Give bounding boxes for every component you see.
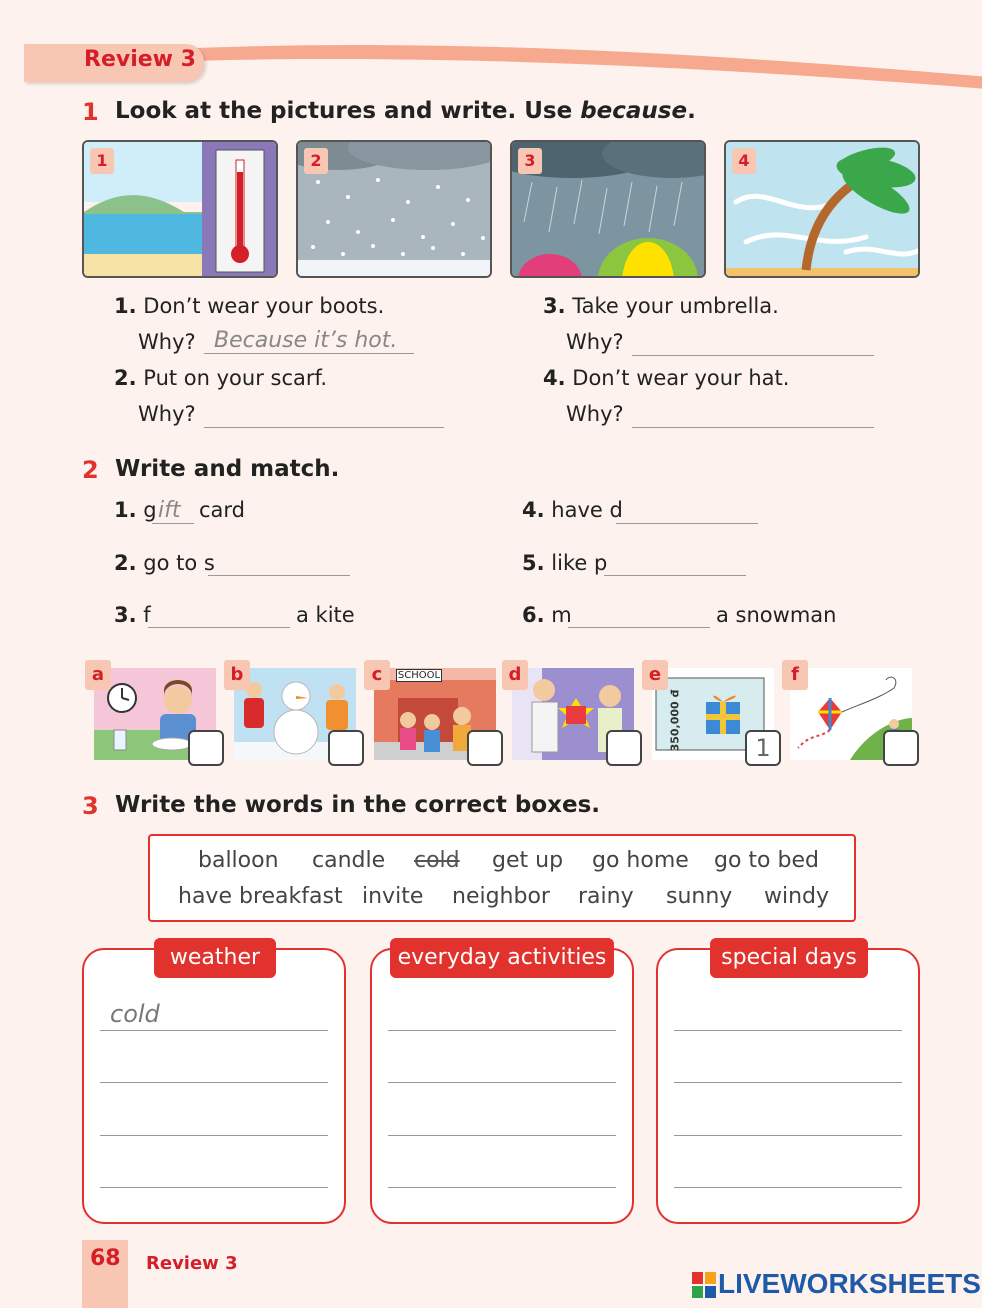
word-cold-crossed: cold (414, 848, 460, 873)
answer-line[interactable] (388, 1082, 616, 1083)
picture-3-rain (510, 140, 706, 278)
match-box-f[interactable] (883, 730, 919, 766)
ex2-item-4: 4. have d (522, 498, 623, 522)
ex1-item-4-why: Why? (566, 402, 624, 426)
answer-line[interactable] (388, 1187, 616, 1188)
word-candle: candle (312, 848, 386, 873)
picture-4-windy (724, 140, 920, 278)
answer-line[interactable] (100, 1135, 328, 1136)
ex2-answer-2-field[interactable] (208, 550, 350, 576)
category-box-special-days (656, 948, 920, 1224)
ex2-item-3: 3. f (114, 603, 151, 627)
answer-line[interactable] (674, 1187, 902, 1188)
match-box-d[interactable] (606, 730, 642, 766)
liveworksheets-logo[interactable]: LIVEWORKSHEETS (718, 1268, 981, 1299)
picture-number: 3 (518, 148, 542, 174)
page-number: 68 (90, 1246, 121, 1271)
match-box-b[interactable] (328, 730, 364, 766)
school-sign: SCHOOL (397, 670, 441, 681)
category-box-weather (82, 948, 346, 1224)
category-label-everyday-activities: everyday activities (390, 938, 614, 978)
picture-1-hot (82, 140, 278, 278)
ex1-item-4: 4. Don’t wear your hat. (543, 366, 790, 390)
gift-card-value: 350,000 đ (668, 689, 682, 752)
ex2-item-1: 1. g (114, 498, 157, 522)
match-letter-f: f (782, 660, 808, 690)
word-get-up: get up (492, 848, 564, 873)
category-label-special-days: special days (710, 938, 868, 978)
answer-line[interactable] (674, 1082, 902, 1083)
ex1-item-1: 1. Don’t wear your boots. (114, 294, 385, 318)
ex1-answer-4-field[interactable] (632, 402, 874, 428)
exercise-3-number: 3 (82, 792, 99, 820)
ex1-item-3-why: Why? (566, 330, 624, 354)
ex2-item-6-end: a snowman (716, 603, 837, 627)
answer-line[interactable] (388, 1135, 616, 1136)
category-box-everyday-activities (370, 948, 634, 1224)
match-letter-c: c (364, 660, 390, 690)
match-box-e[interactable]: 1 (745, 730, 781, 766)
word-rainy: rainy (578, 884, 634, 909)
ex1-item-2-why: Why? (138, 402, 196, 426)
review-title: Review 3 (84, 47, 196, 72)
word-go-to-bed: go to bed (714, 848, 819, 873)
footer-title: Review 3 (146, 1253, 238, 1274)
match-letter-b: b (224, 660, 250, 690)
word-balloon: balloon (198, 848, 279, 873)
answer-line[interactable] (674, 1135, 902, 1136)
ex2-answer-4-field[interactable] (616, 498, 758, 524)
exercise-2-number: 2 (82, 456, 99, 484)
ex2-item-1-end: card (199, 498, 246, 522)
ex2-item-5: 5. like p (522, 551, 608, 575)
picture-2-snow (296, 140, 492, 278)
ex1-answer-2-field[interactable] (204, 402, 444, 428)
exercise-2-title: Write and match. (115, 456, 340, 482)
match-letter-d: d (502, 660, 528, 690)
ex2-item-2: 2. go to s (114, 551, 215, 575)
answer-line[interactable] (100, 1082, 328, 1083)
word-bank (148, 834, 856, 922)
ex2-item-3-end: a kite (296, 603, 355, 627)
exercise-1-number: 1 (82, 98, 99, 126)
answer-line (100, 1030, 328, 1031)
exercise-3-title: Write the words in the correct boxes. (115, 792, 601, 818)
answer-line[interactable] (100, 1187, 328, 1188)
ex2-answer-6-field[interactable] (568, 602, 710, 628)
category-label-weather: weather (154, 938, 276, 978)
word-neighbor: neighbor (452, 884, 550, 909)
answer-line[interactable] (674, 1030, 902, 1031)
weather-answer-1-field[interactable]: cold (110, 1000, 160, 1028)
word-sunny: sunny (666, 884, 733, 909)
answer-line[interactable] (388, 1030, 616, 1031)
match-letter-e: e (642, 660, 668, 690)
ex2-answer-1-field[interactable]: ift (152, 498, 194, 524)
word-windy: windy (764, 884, 830, 909)
page-edge (982, 0, 1000, 1308)
word-invite: invite (362, 884, 424, 909)
word-have-breakfast: have breakfast (178, 884, 343, 909)
ex1-item-2: 2. Put on your scarf. (114, 366, 328, 390)
match-box-c[interactable] (467, 730, 503, 766)
ex2-answer-3-field[interactable] (148, 602, 290, 628)
match-letter-a: a (85, 660, 111, 690)
match-box-a[interactable] (188, 730, 224, 766)
ex2-item-6: 6. m (522, 603, 572, 627)
picture-number: 4 (732, 148, 756, 174)
exercise-1-title: Look at the pictures and write. Use because. (115, 98, 696, 124)
liveworksheets-logo-icon (692, 1272, 716, 1298)
word-go-home: go home (592, 848, 689, 873)
ex1-answer-1-field[interactable]: Because it’s hot. (204, 328, 414, 354)
picture-number: 2 (304, 148, 328, 174)
ex1-item-3: 3. Take your umbrella. (543, 294, 779, 318)
ex1-answer-3-field[interactable] (632, 330, 874, 356)
ex2-answer-5-field[interactable] (604, 550, 746, 576)
ex1-item-1-why: Why? (138, 330, 196, 354)
picture-number: 1 (90, 148, 114, 174)
